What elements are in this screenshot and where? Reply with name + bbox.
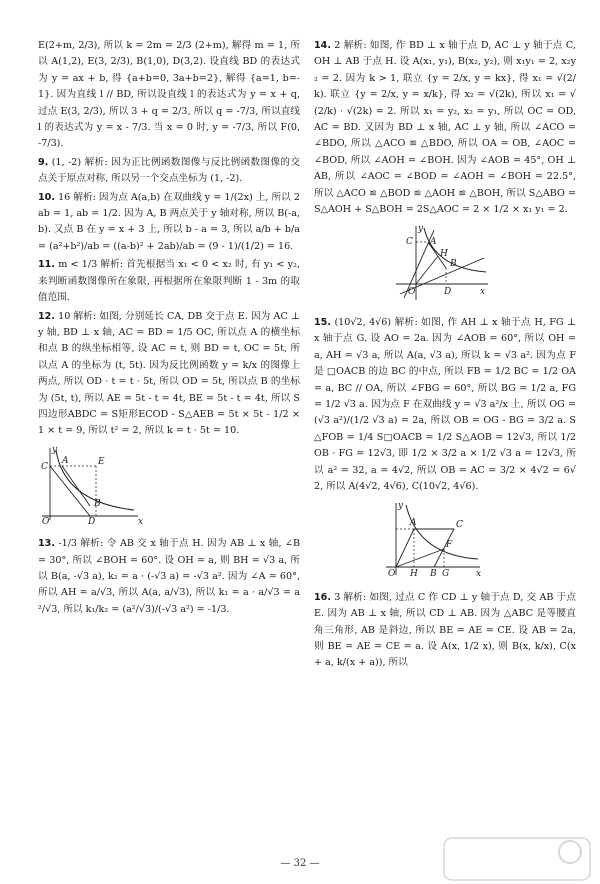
fig12-e-label: E (98, 456, 105, 467)
fig12-y-label: y (52, 444, 58, 455)
fig14-a-label: A (430, 237, 437, 248)
fig15-a-label: A (410, 518, 417, 529)
q14-graph (394, 222, 494, 302)
fig14-o-label: O (408, 287, 416, 298)
fig12-x-label: x (138, 516, 144, 524)
page-number: — 32 — (280, 858, 320, 869)
fig15-x-label: x (476, 569, 482, 578)
q14-number: 14. (314, 40, 331, 51)
q16-number: 16. (314, 591, 331, 603)
fig12-d-label: D (88, 516, 96, 524)
q11-answer (38, 257, 300, 306)
fig15-g-label: G (442, 569, 450, 578)
q14-figure (314, 222, 576, 308)
fig15-c-label: C (456, 520, 463, 531)
fig12-a-label: A (62, 455, 69, 466)
fig12-b-label: B (94, 498, 101, 509)
fig15-h-label: H (410, 569, 418, 578)
q14-answer (314, 38, 576, 218)
fig14-h-label: H (440, 249, 448, 260)
fig14-b-label: B (450, 259, 457, 270)
q14-text: 2 解析: 如图, 作 BD ⊥ x 轴于点 D, AC ⊥ y 轴于点 C, OH ⊥ AB 于点 H. 设 A(x₁, y₁), B(x₂, y₂), 则 x₁y₁ = 2, x₂y₂ = 2. 因为 k > 1, 联立 {y = 2/x, y = kx}, 得 x₁ = √(2/k). 联立 {y = 2/x, y = x/k}, 得 x₂ = √(2k), 所以 x₁ = √(2/k) · √(2k) = 2. 所以 x₁ = y₂, x₂ = y₁, 所以 OC = OD, AC = BD. 又因为 BD ⊥ x 轴, AC ⊥ y 轴, 所以 ∠ACO = ∠BDO, 所以 △ACO ≌ △BDO, 所以 OA = OB, ∠AOC = ∠BOD, 所以 ∠AOH = ∠BOH. 因为 ∠AOB = 45°, OH ⊥ AB, 所以 ∠AOC = ∠BOD = ∠AOH = ∠BOH = 22.5°, 所以 △ACO ≌ △BOD ≌ △AOH ≌ △BOH, 所以 S△ABO = S△AOH + S△BOH = 2S△AOC = 2 × 1/2 × x₁ y₁ = 2. (314, 40, 576, 216)
fig15-o-label: O (388, 569, 396, 578)
watermark-logo (442, 836, 592, 882)
q12-number: 12. (38, 310, 55, 322)
q15-text: (10√2, 4√6) 解析: 如图, 作 AH ⊥ x 轴于点 H, FG ⊥ x 轴于点 G. 设 AO = 2a. 因为 ∠AOB = 60°, 所以 OH = a, AH = √3 a, 所以 A(a, √3 a), 所以 k = √3 a². 因为点 F 是 □OACB 的边 BC 的中点, 所以 FB = 1/2 BC = 1/2 OA = a, BC // OA, 所以 ∠FBG = 60°, 所以 BG = 1/2 a, FG = 1/2 √3 a. 因为点 F 在双曲线 y = √3 a²/x 上, 所以 OG = (√3 a²)/(1/2 √3 a) = 2a, 所以 OB = OG - BG = 3/2 a. S△FOB = 1/4 S□OACB = 1/2 S△AOB = 12√3, 所以 1/2 OB · FG = 12√3, 即 1/2 × 3/2 a × 1/2 √3 a = 12√3, 所以 a² = 32, a = 4√2, 所以 OB = AC = 3/2 × 4√2 = 6√2, 所以 A(4√2, 4√6), C(10√2, 4√6). (314, 316, 576, 492)
q10-text: 16 解析: 因为点 A(a,b) 在双曲线 y = 1/(2x) 上, 所以 2ab = 1, ab = 1/2. 因为 A, B 两点关于 y 轴对称, 所以 B(-a, b). 又点 B 在 y = x + 3 上, 所以 b - a = 3, 所以 a/b + b/a = (a²+b²)/ab = ((a-b)² + 2ab)/ab = (9 - 1)/(1/2) = 16. (38, 191, 300, 252)
fig12-c-label: C (41, 461, 48, 472)
q12-graph (38, 444, 148, 524)
q15-figure (314, 499, 576, 583)
q16-text: 3 解析: 如图, 过点 C 作 CD ⊥ y 轴于点 D, 交 AB 于点 E. 因为 AB ⊥ x 轴, 所以 CD ⊥ AB. 因为 △ABC 是等腰直角三角形, AB 是斜边, 所以 BE = AE = CE. 设 AB = 2a, 则 BE = AE = CE = a. 设 A(x, 1/2 x), 则 B(x, k/x), C(x + a, k/(x + a)), 所以 (314, 591, 576, 669)
fig14-c-label: C (406, 237, 413, 248)
fig12-o-label: O (42, 516, 50, 524)
fig14-x-label: x (480, 287, 486, 298)
fig15-f-label: F (446, 540, 453, 551)
fig14-y-label: y (418, 224, 424, 235)
q16-answer (314, 590, 576, 672)
left-column (38, 38, 300, 620)
q10-answer (38, 190, 300, 256)
q13-text: -1/3 解析: 令 AB 交 x 轴于点 H. 因为 AB ⊥ x 轴, ∠B = 30°, 所以 ∠BOH = 60°. 设 OH = a, 则 BH = √3 a, 所以 B(a, -√3 a), k₂ = a · (-√3 a) = -√3 a². 因为 ∠A = 60°, 所以 AH = a/√3, 所以 A(a, a/√3), 所以 k₁ = a · a/√3 = a²/√3, 所以 k₁/k₂ = (a²/√3)/(-√3 a²) = -1/3. (38, 538, 300, 615)
q12-figure (38, 444, 300, 530)
fig15-y-label: y (398, 501, 404, 512)
q11-text: m < 1/3 解析: 首先根据当 x₁ < 0 < x₂ 时, 有 y₁ < y₂, 来判断函数图像所在象限, 再根据所在象限判断 1 - 3m 的取值范围. (38, 259, 300, 304)
q12-answer (38, 309, 300, 440)
q11-number: 11. (38, 259, 55, 271)
fig15-b-label: B (430, 569, 437, 578)
q9-answer (38, 155, 300, 188)
q9-text: (1, -2) 解析: 因为正比例函数图像与反比例函数图像的交点关于原点对称, 所以另一个交点坐标为 (1, -2). (38, 156, 300, 185)
q15-graph (384, 499, 484, 577)
q13-answer (38, 536, 300, 618)
q8-continuation: E(2+m, 2/3), 所以 k = 2m = 2/3 (2+m), 解得 m = 1, 所以 A(1,2), E(3, 2/3), B(1,0), D(3,2). 设直线 BD 的表达式为 y = ax + b, 得 {a+b=0, 3a+b=2}, 解得 {a=1, b=-1}. 因为直线 l // BD, 所以设直线 l 的表达式为 y = x + q, 过点 E(3, 2/3), 所以 3 + q = 2/3, 所以 q = -7/3, 所以直线 l 的表达式为 y = x - 7/3. 当 x = 0 时, y = -7/3, 所以 F(0, -7/3). (38, 40, 300, 150)
q10-number: 10. (38, 191, 55, 203)
q13-number: 13. (38, 538, 55, 550)
q9-number: 9. (38, 156, 49, 168)
q15-answer (314, 315, 576, 495)
right-column (314, 38, 576, 674)
q12-text: 10 解析: 如图, 分别延长 CA, DB 交于点 E. 因为 AC ⊥ y 轴, BD ⊥ x 轴, AC = BD = 1/5 OC, 所以点 A 的横坐标和点 B 的纵坐标相等, 设 AC = t, 则 BD = t, OC = 5t, 所以点 A 的坐标为 (t, 5t). 因为反比例函数 y = k/x 的图像上两点, 所以 OD · t = t · 5t, 所以 OD = 5t, 所以点 B 的坐标为 (5t, t), 所以 AE = 5t - t = 4t, BE = 5t - t = 4t, 所以 S四边形ABDC = S矩形ECOD - S△AEB = 5t × 5t - 1/2 × 1 × t = 9, 所以 t² = 2, 所以 k = t · 5t = 10. (38, 310, 300, 437)
q15-number: 15. (314, 316, 331, 328)
fig14-d-label: D (444, 287, 452, 298)
